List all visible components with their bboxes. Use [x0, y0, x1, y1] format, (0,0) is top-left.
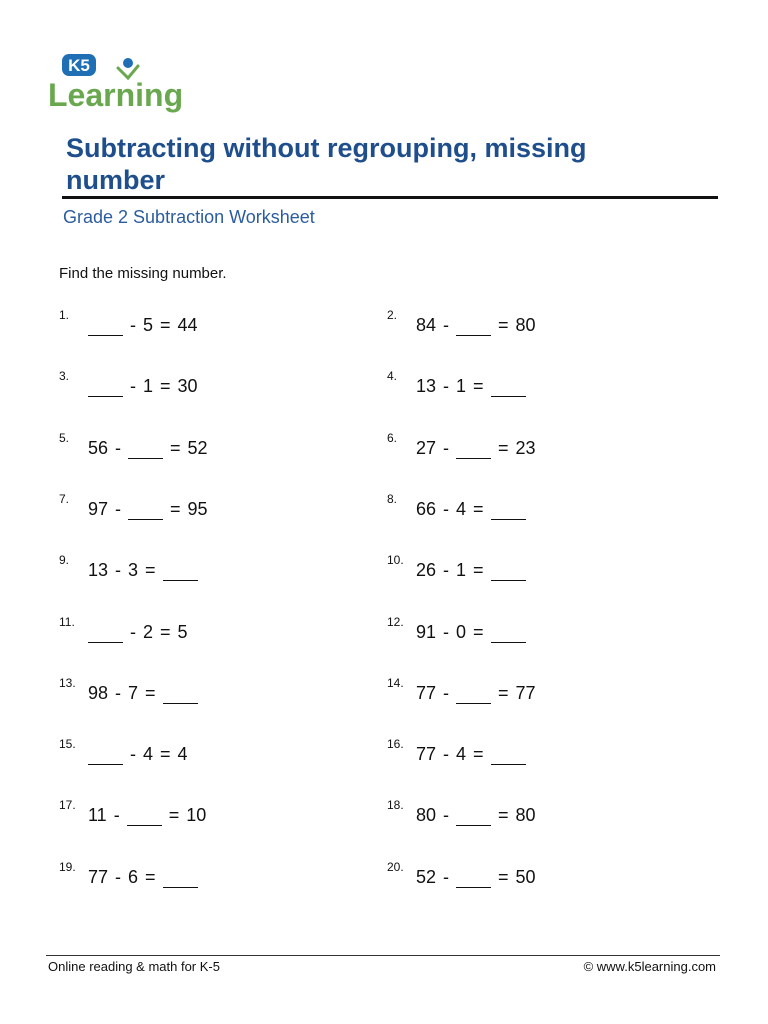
problem-number: 5.: [59, 431, 70, 445]
problem-number: 19.: [59, 860, 76, 874]
equals-sign: =: [170, 438, 181, 458]
logo-wordmark: Learning: [48, 77, 184, 113]
answer-blank[interactable]: [456, 807, 491, 826]
problem-equation: [88, 683, 198, 704]
minuend: 77: [416, 744, 437, 764]
problem-equation: [88, 867, 198, 888]
equals-sign: =: [145, 683, 156, 703]
problem-number: 9.: [59, 553, 70, 567]
difference: 80: [515, 315, 536, 335]
minus-sign: -: [113, 805, 120, 825]
subtrahend: 1: [143, 376, 154, 396]
subtrahend: 2: [143, 622, 154, 642]
problem-number: 13.: [59, 676, 76, 690]
minuend: 98: [88, 683, 109, 703]
minus-sign: -: [130, 622, 136, 642]
equals-sign: =: [498, 315, 509, 335]
equals-sign: =: [145, 867, 156, 887]
equals-sign: =: [473, 499, 484, 519]
difference: 50: [515, 867, 536, 887]
problem-equation: [88, 499, 208, 520]
equals-sign: =: [473, 622, 484, 642]
problem-number: 12.: [387, 615, 404, 629]
problem-equation: [416, 744, 526, 765]
difference: 52: [187, 438, 208, 458]
answer-blank[interactable]: [88, 378, 123, 397]
problem-number: 18.: [387, 798, 404, 812]
equals-sign: =: [145, 560, 156, 580]
problem-equation: [88, 622, 188, 643]
minus-sign: -: [443, 744, 450, 764]
problem-equation: [88, 376, 198, 397]
minus-sign: -: [443, 499, 450, 519]
equals-sign: =: [473, 376, 484, 396]
minus-sign: -: [115, 499, 122, 519]
minuend: 27: [416, 438, 437, 458]
answer-blank[interactable]: [456, 869, 491, 888]
minuend: 84: [416, 315, 437, 335]
logo-badge-text: K5: [68, 56, 90, 75]
minus-sign: -: [443, 560, 450, 580]
equals-sign: =: [498, 683, 509, 703]
answer-blank[interactable]: [456, 317, 491, 336]
minuend: 77: [416, 683, 437, 703]
difference: 30: [177, 376, 198, 396]
problem-number: 10.: [387, 553, 404, 567]
answer-blank[interactable]: [163, 562, 198, 581]
problem-equation: [416, 376, 526, 397]
equals-sign: =: [160, 622, 171, 642]
footer-website: © www.k5learning.com: [583, 959, 716, 974]
answer-blank[interactable]: [491, 746, 526, 765]
answer-blank[interactable]: [88, 746, 123, 765]
minuend: 56: [88, 438, 109, 458]
problem-equation: [88, 315, 198, 336]
subtrahend: 0: [456, 622, 467, 642]
problem-number: 8.: [387, 492, 398, 506]
answer-blank[interactable]: [163, 869, 198, 888]
equals-sign: =: [160, 744, 171, 764]
minuend: 97: [88, 499, 109, 519]
difference: 77: [515, 683, 536, 703]
problem-equation: [88, 438, 208, 459]
problem-number: 3.: [59, 369, 70, 383]
subtrahend: 6: [128, 867, 139, 887]
minuend: 80: [416, 805, 437, 825]
footer-divider: [46, 955, 720, 956]
minus-sign: -: [115, 438, 122, 458]
minuend: 52: [416, 867, 437, 887]
problem-number: 2.: [387, 308, 398, 322]
problem-number: 6.: [387, 431, 398, 445]
difference: 10: [186, 805, 207, 825]
minuend: 66: [416, 499, 437, 519]
problem-number: 17.: [59, 798, 76, 812]
equals-sign: =: [473, 560, 484, 580]
equals-sign: =: [498, 438, 509, 458]
k5-learning-logo: [48, 50, 188, 114]
equals-sign: =: [160, 376, 171, 396]
problem-equation: [416, 560, 526, 581]
worksheet-subtitle: Grade 2 Subtraction Worksheet: [63, 207, 315, 227]
equals-sign: =: [160, 315, 171, 335]
subtrahend: 4: [456, 499, 467, 519]
problem-equation: [416, 683, 536, 704]
minuend: 77: [88, 867, 109, 887]
difference: 4: [177, 744, 188, 764]
page-title: Subtracting without regrouping, missing number: [66, 133, 587, 195]
answer-blank[interactable]: [491, 378, 526, 397]
minus-sign: -: [115, 867, 122, 887]
answer-blank[interactable]: [491, 501, 526, 520]
subtrahend: 4: [143, 744, 154, 764]
answer-blank[interactable]: [128, 501, 163, 520]
problem-number: 11.: [59, 615, 75, 629]
problem-equation: [88, 560, 198, 581]
minus-sign: -: [130, 315, 136, 335]
minus-sign: -: [443, 438, 450, 458]
instructions: Find the missing number.: [59, 265, 227, 282]
problem-number: 4.: [387, 369, 398, 383]
equals-sign: =: [473, 744, 484, 764]
subtrahend: 1: [456, 560, 467, 580]
minuend: 26: [416, 560, 437, 580]
minuend: 91: [416, 622, 437, 642]
problem-number: 20.: [387, 860, 404, 874]
difference: 23: [515, 438, 536, 458]
subtrahend: 5: [143, 315, 154, 335]
logo-figure-head: [123, 58, 133, 68]
minus-sign: -: [130, 376, 136, 396]
problem-number: 1.: [59, 308, 70, 322]
minus-sign: -: [130, 744, 136, 764]
answer-blank[interactable]: [491, 562, 526, 581]
problem-equation: [416, 867, 536, 888]
difference: 95: [187, 499, 208, 519]
minus-sign: -: [443, 376, 450, 396]
problem-number: 7.: [59, 492, 70, 506]
problem-number: 16.: [387, 737, 404, 751]
subtrahend: 7: [128, 683, 139, 703]
subtrahend: 1: [456, 376, 467, 396]
minus-sign: -: [443, 805, 450, 825]
answer-blank[interactable]: [456, 440, 491, 459]
problem-equation: [88, 805, 206, 826]
equals-sign: =: [498, 805, 509, 825]
minuend: 11: [88, 805, 107, 825]
minus-sign: -: [115, 683, 122, 703]
minus-sign: -: [443, 315, 450, 335]
problem-number: 15.: [59, 737, 76, 751]
problem-equation: [416, 438, 536, 459]
problem-equation: [416, 499, 526, 520]
problem-equation: [416, 622, 526, 643]
minus-sign: -: [115, 560, 122, 580]
equals-sign: =: [170, 499, 181, 519]
problem-equation: [88, 744, 188, 765]
problem-equation: [416, 805, 536, 826]
title-divider: [62, 196, 718, 199]
answer-blank[interactable]: [88, 624, 123, 643]
answer-blank[interactable]: [456, 685, 491, 704]
answer-blank[interactable]: [88, 317, 123, 336]
minus-sign: -: [443, 622, 450, 642]
footer-tagline: Online reading & math for K-5: [48, 959, 220, 974]
minus-sign: -: [443, 683, 450, 703]
difference: 80: [515, 805, 536, 825]
answer-blank[interactable]: [491, 624, 526, 643]
minus-sign: -: [443, 867, 450, 887]
subtrahend: 3: [128, 560, 139, 580]
equals-sign: =: [168, 805, 180, 825]
answer-blank[interactable]: [128, 440, 163, 459]
problem-number: 14.: [387, 676, 404, 690]
minuend: 13: [416, 376, 437, 396]
answer-blank[interactable]: [163, 685, 198, 704]
problem-equation: [416, 315, 536, 336]
difference: 5: [177, 622, 188, 642]
difference: 44: [177, 315, 198, 335]
equals-sign: =: [498, 867, 509, 887]
answer-blank[interactable]: [127, 807, 162, 826]
minuend: 13: [88, 560, 109, 580]
subtrahend: 4: [456, 744, 467, 764]
